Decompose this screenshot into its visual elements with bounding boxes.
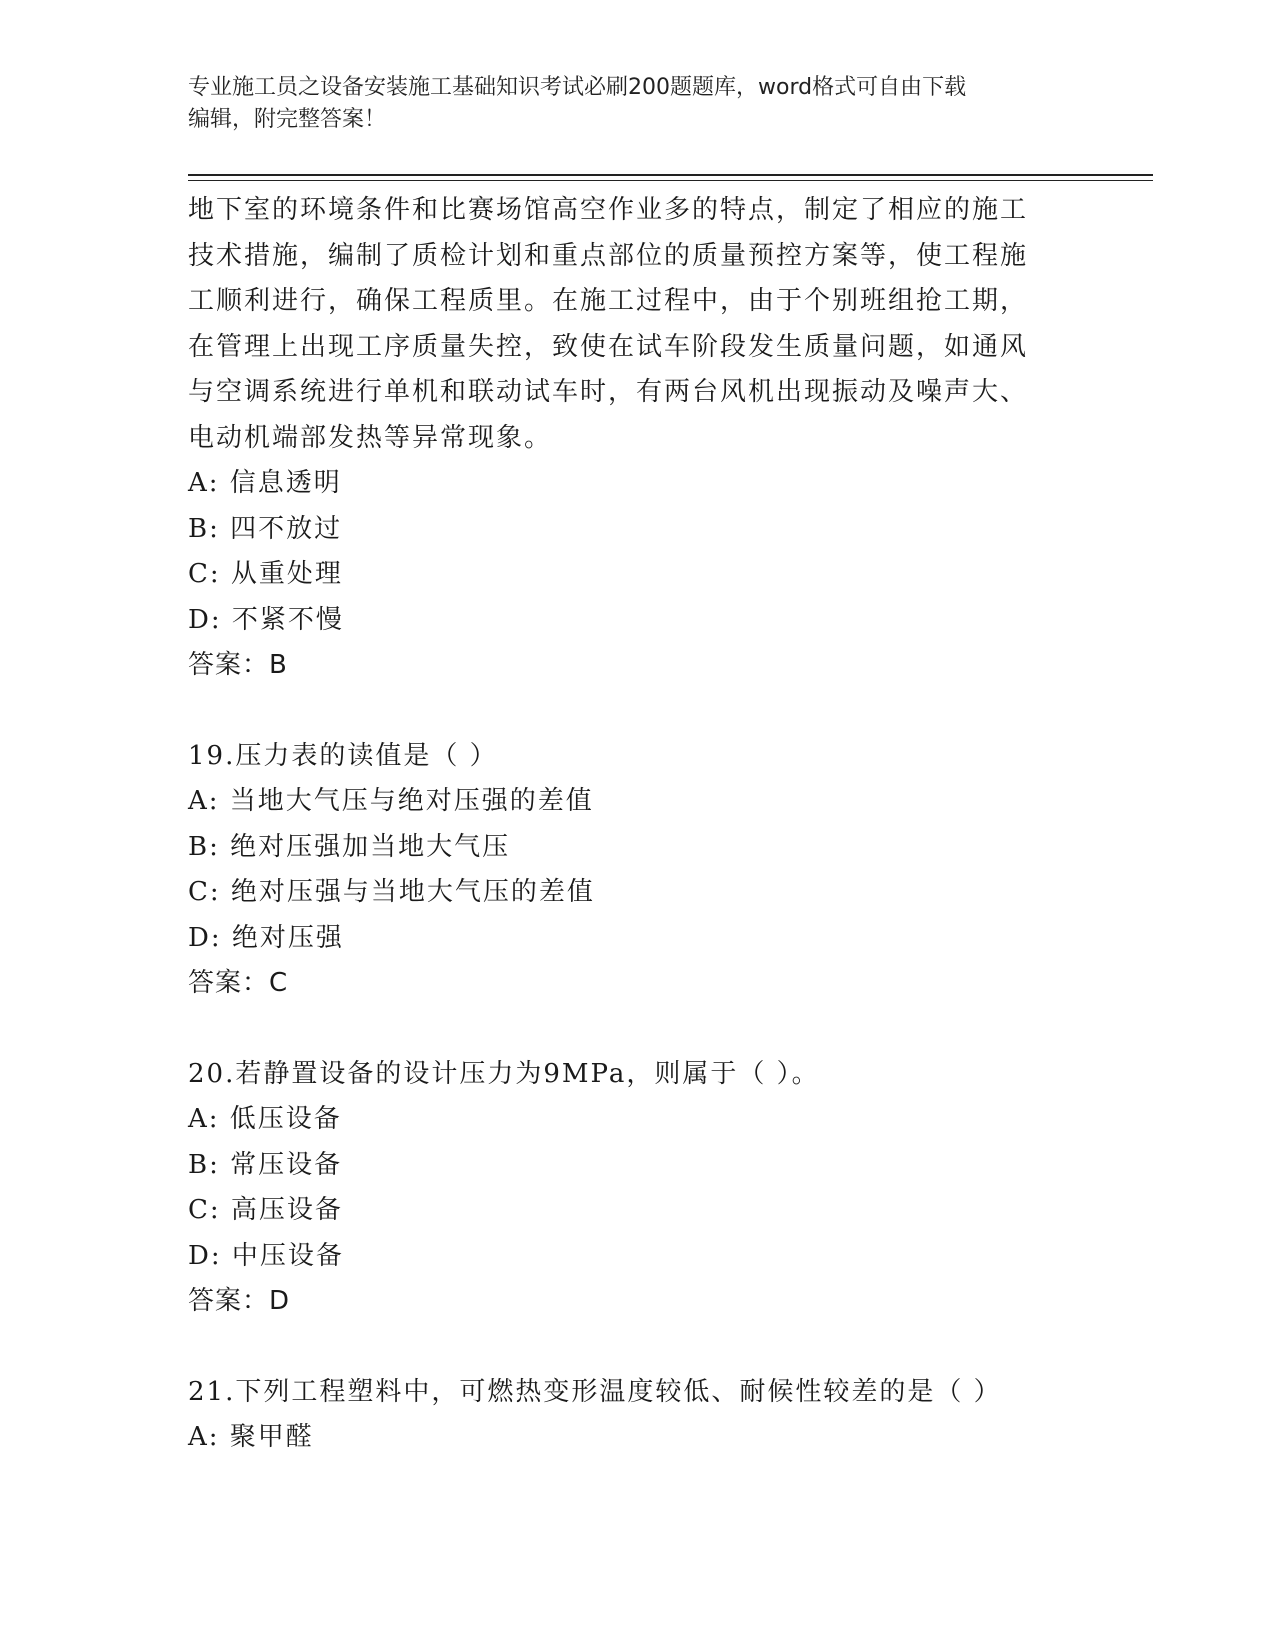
document-body [188,188,1088,1461]
header-rule-thin [188,180,1153,181]
option-a: A: 信息透明 [188,468,342,498]
header-title-line-2: 编辑，附完整答案！ [188,107,387,132]
passage-line: 技术措施，编制了质检计划和重点部位的质量预控方案等，使工程施 [188,240,1029,271]
option-d: D: 不紧不慢 [188,604,344,635]
option-c: C: 绝对压强与当地大气压的差值 [188,877,595,907]
passage-line: 在管理上出现工序质量失控，致使在试车阶段发生质量问题，如通风 [188,331,1029,362]
header-rule-thick [188,174,1153,176]
spacer [188,1007,1088,1052]
question-stem: 21.下列工程塑料中，可燃热变形温度较低、耐候性较差的是（ ） [188,1376,1002,1407]
answer-line: 答案：C [188,968,289,998]
spacer [188,689,1088,734]
answer-line: 答案：D [188,1286,291,1316]
option-a: A: 低压设备 [188,1104,342,1134]
question-19 [188,734,1088,1007]
passage-line: 地下室的环境条件和比赛场馆高空作业多的特点，制定了相应的施工 [188,195,1029,225]
option-d: D: 中压设备 [188,1240,344,1271]
question-stem: 20.若静置设备的设计压力为9MPa，则属于（ ）。 [188,1058,820,1089]
option-a: A: 聚甲醛 [188,1422,314,1452]
passage-line: 电动机端部发热等异常现象。 [188,422,553,453]
question-21 [188,1370,1088,1461]
option-b: B: 绝对压强加当地大气压 [188,831,511,862]
answer-line: 答案：B [188,650,288,680]
question-stem: 19.压力表的读值是（ ） [188,740,498,771]
passage-line: 工顺利进行，确保工程质里。在施工过程中，由于个别班组抢工期， [188,286,1029,316]
question-20 [188,1052,1088,1325]
passage-line: 与空调系统进行单机和联动试车时，有两台风机出现振动及噪声大、 [188,377,1029,407]
spacer [188,1325,1088,1370]
option-c: C: 从重处理 [188,559,343,589]
option-c: C: 高压设备 [188,1195,343,1225]
option-b: B: 四不放过 [188,513,343,544]
option-d: D: 绝对压强 [188,922,344,953]
header-title-line-1: 专业施工员之设备安装施工基础知识考试必刷200题题库，word格式可自由下载 [188,75,967,100]
option-b: B: 常压设备 [188,1149,343,1180]
document-header [188,72,1088,136]
passage-block [188,188,1088,689]
option-a: A: 当地大气压与绝对压强的差值 [188,786,594,816]
